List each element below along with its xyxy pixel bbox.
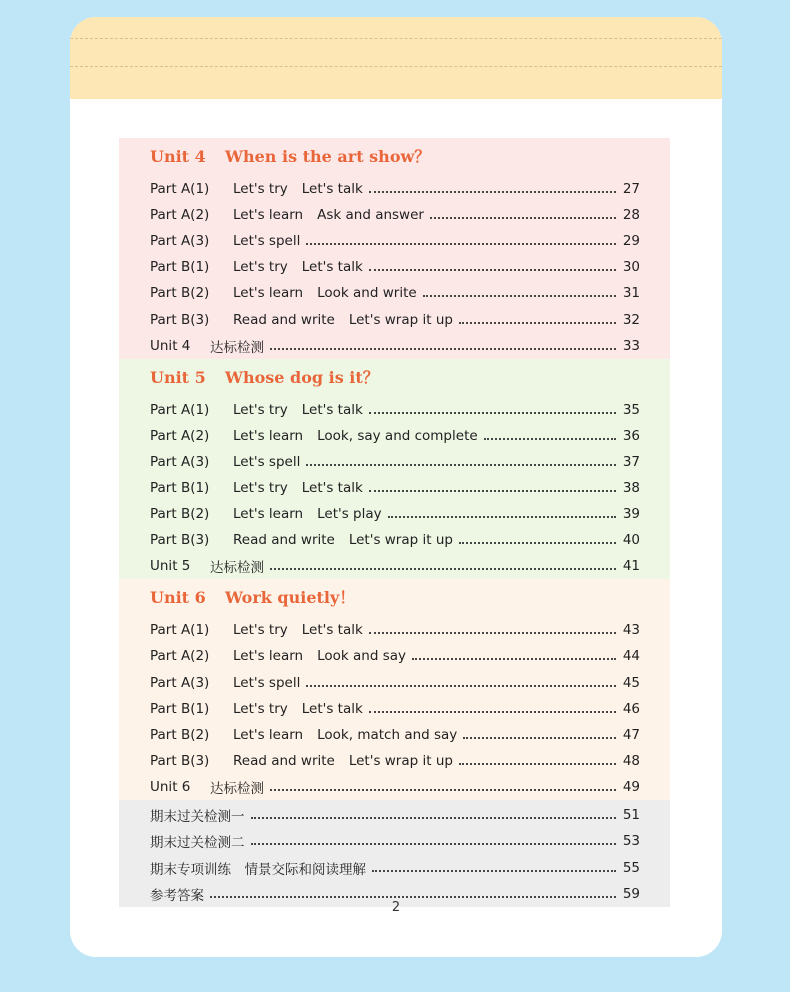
unit-title-text: Work quietly！ xyxy=(225,588,356,608)
entry-activity-2: Ask and answer xyxy=(317,207,424,224)
header-dash-line xyxy=(70,38,722,39)
entry-activity: Let's spell xyxy=(233,453,301,470)
leader-dots xyxy=(270,789,616,791)
leader-dots xyxy=(388,516,616,518)
entry-part: Part A(3) xyxy=(150,674,210,691)
entry-part: Part B(1) xyxy=(150,479,210,496)
entry-activity: Read and write xyxy=(233,532,335,549)
page-ref: 31 xyxy=(622,285,640,302)
entry-activity: Let's try xyxy=(233,622,288,639)
entry-part: Part B(3) xyxy=(150,311,210,328)
page-ref: 53 xyxy=(622,833,640,850)
toc-entry[interactable] xyxy=(119,774,670,800)
table-of-contents xyxy=(119,138,670,907)
leader-dots xyxy=(430,217,616,219)
toc-entry[interactable] xyxy=(119,423,670,449)
entry-part: Part B(1) xyxy=(150,259,210,276)
page-ref: 36 xyxy=(622,427,640,444)
leader-dots xyxy=(484,438,616,440)
entry-part: Part A(1) xyxy=(150,181,210,198)
toc-entry[interactable] xyxy=(119,643,670,669)
entry-activity-2: Let's talk xyxy=(301,181,363,198)
page-ref: 28 xyxy=(622,207,640,224)
toc-entry[interactable] xyxy=(119,306,670,332)
leader-dots xyxy=(463,737,616,739)
page-ref: 33 xyxy=(622,337,640,354)
leader-dots xyxy=(459,322,616,324)
page-ref: 32 xyxy=(622,311,640,328)
entry-part: Part A(3) xyxy=(150,453,210,470)
page-ref: 49 xyxy=(622,778,640,795)
unit-heading xyxy=(119,138,670,176)
toc-entry[interactable] xyxy=(119,397,670,423)
entry-label: 期末过关检测一 xyxy=(150,809,245,826)
entry-activity-2: Look, say and complete xyxy=(317,427,478,444)
page-ref: 48 xyxy=(622,752,640,769)
leader-dots xyxy=(369,490,616,492)
unit-heading xyxy=(119,359,670,397)
entry-activity: Let's learn xyxy=(233,726,304,743)
leader-dots xyxy=(270,348,616,350)
page-ref: 40 xyxy=(622,532,640,549)
leader-dots xyxy=(369,711,616,713)
toc-entry[interactable] xyxy=(119,670,670,696)
page-ref: 51 xyxy=(622,807,640,824)
entry-activity: Let's spell xyxy=(233,233,301,250)
entry-activity: 达标检测 xyxy=(210,780,264,797)
leader-dots xyxy=(251,817,617,819)
extras-section xyxy=(119,800,670,907)
toc-entry[interactable] xyxy=(119,176,670,202)
leader-dots xyxy=(270,568,616,570)
toc-entry[interactable] xyxy=(119,696,670,722)
entry-activity: Let's try xyxy=(233,401,288,418)
unit-title-text: Whose dog is it？ xyxy=(225,367,379,387)
entry-part: Unit 5 xyxy=(150,558,191,575)
leader-dots xyxy=(412,658,616,660)
header-dash-line xyxy=(70,66,722,67)
toc-entry[interactable] xyxy=(119,748,670,774)
page-ref: 30 xyxy=(622,259,640,276)
entry-label: 期末专项训练 情景交际和阅读理解 xyxy=(150,861,366,878)
entry-activity-2: Let's talk xyxy=(301,479,363,496)
entry-activity: 达标检测 xyxy=(210,339,264,356)
toc-entry[interactable] xyxy=(119,802,670,828)
entry-activity-2: Let's play xyxy=(317,506,382,523)
entry-activity-2: Look, match and say xyxy=(317,726,458,743)
toc-entry[interactable] xyxy=(119,254,670,280)
entry-part: Part B(2) xyxy=(150,726,210,743)
entry-activity: Let's learn xyxy=(233,427,304,444)
unit-heading xyxy=(119,579,670,617)
page-ref: 59 xyxy=(622,886,640,902)
entry-part: Part A(1) xyxy=(150,401,210,418)
leader-dots xyxy=(306,685,616,687)
entry-activity: Let's try xyxy=(233,700,288,717)
entry-part: Unit 6 xyxy=(150,778,191,795)
page-ref: 47 xyxy=(622,726,640,743)
page-ref: 43 xyxy=(622,622,640,639)
leader-dots xyxy=(423,295,616,297)
toc-entry[interactable] xyxy=(119,617,670,643)
leader-dots xyxy=(210,896,616,898)
leader-dots xyxy=(459,763,616,765)
entry-part: Unit 4 xyxy=(150,337,191,354)
entry-activity: Read and write xyxy=(233,311,335,328)
entry-part: Part B(2) xyxy=(150,285,210,302)
entry-part: Part B(3) xyxy=(150,532,210,549)
entry-activity-2: Let's wrap it up xyxy=(348,532,453,549)
toc-entry[interactable] xyxy=(119,855,670,881)
unit-section xyxy=(119,579,670,800)
unit-number: Unit 5 xyxy=(150,367,206,387)
leader-dots xyxy=(306,464,616,466)
leader-dots xyxy=(372,870,616,872)
toc-entry[interactable] xyxy=(119,475,670,501)
toc-entry[interactable] xyxy=(119,828,670,854)
entry-activity: Let's learn xyxy=(233,207,304,224)
unit-number: Unit 6 xyxy=(150,588,206,608)
entry-activity: Let's learn xyxy=(233,285,304,302)
toc-entry[interactable] xyxy=(119,722,670,748)
entry-activity: Let's spell xyxy=(233,674,301,691)
page-ref: 27 xyxy=(622,181,640,198)
entry-activity: Let's try xyxy=(233,181,288,198)
toc-entry[interactable] xyxy=(119,501,670,527)
entry-activity-2: Let's wrap it up xyxy=(348,311,453,328)
entry-label: 期末过关检测二 xyxy=(150,835,245,852)
header-band xyxy=(70,17,722,99)
document-page xyxy=(70,17,722,957)
entry-activity-2: Look and write xyxy=(317,285,417,302)
entry-activity: Let's try xyxy=(233,259,288,276)
unit-section xyxy=(119,359,670,580)
entry-activity: Let's try xyxy=(233,479,288,496)
leader-dots xyxy=(369,269,616,271)
entry-activity: Read and write xyxy=(233,752,335,769)
toc-entry[interactable] xyxy=(119,553,670,579)
toc-entry[interactable] xyxy=(119,280,670,306)
leader-dots xyxy=(369,191,616,193)
leader-dots xyxy=(459,542,616,544)
leader-dots xyxy=(306,243,616,245)
toc-entry[interactable] xyxy=(119,449,670,475)
leader-dots xyxy=(369,632,616,634)
entry-label: 参考答案 xyxy=(150,888,204,904)
unit-title-text: When is the art show？ xyxy=(225,147,431,166)
toc-entry[interactable] xyxy=(119,228,670,254)
entry-activity: Let's learn xyxy=(233,648,304,665)
page-ref: 45 xyxy=(622,674,640,691)
entry-part: Part B(1) xyxy=(150,700,210,717)
entry-part: Part A(2) xyxy=(150,427,210,444)
page-ref: 37 xyxy=(622,453,640,470)
entry-activity-2: Look and say xyxy=(317,648,407,665)
page-ref: 29 xyxy=(622,233,640,250)
entry-part: Part A(1) xyxy=(150,622,210,639)
entry-part: Part B(3) xyxy=(150,752,210,769)
entry-part: Part B(2) xyxy=(150,506,210,523)
entry-activity-2: Let's talk xyxy=(301,401,363,418)
entry-activity-2: Let's talk xyxy=(301,259,363,276)
toc-entry[interactable] xyxy=(119,527,670,553)
page-number: 2 xyxy=(391,900,401,915)
entry-activity-2: Let's talk xyxy=(301,700,363,717)
entry-activity: Let's learn xyxy=(233,506,304,523)
leader-dots xyxy=(369,412,616,414)
unit-number: Unit 4 xyxy=(150,147,206,166)
entry-part: Part A(2) xyxy=(150,207,210,224)
entry-activity-2: Let's talk xyxy=(301,622,363,639)
toc-entry[interactable] xyxy=(119,202,670,228)
page-ref: 44 xyxy=(622,648,640,665)
entry-part: Part A(2) xyxy=(150,648,210,665)
entry-activity-2: Let's wrap it up xyxy=(348,752,453,769)
page-ref: 39 xyxy=(622,506,640,523)
page-ref: 38 xyxy=(622,479,640,496)
leader-dots xyxy=(251,843,617,845)
page-ref: 46 xyxy=(622,700,640,717)
unit-section xyxy=(119,138,670,359)
entry-activity: 达标检测 xyxy=(210,560,264,577)
page-ref: 35 xyxy=(622,401,640,418)
entry-part: Part A(3) xyxy=(150,233,210,250)
page-ref: 41 xyxy=(622,558,640,575)
page-ref: 55 xyxy=(622,859,640,876)
toc-entry[interactable] xyxy=(119,333,670,359)
